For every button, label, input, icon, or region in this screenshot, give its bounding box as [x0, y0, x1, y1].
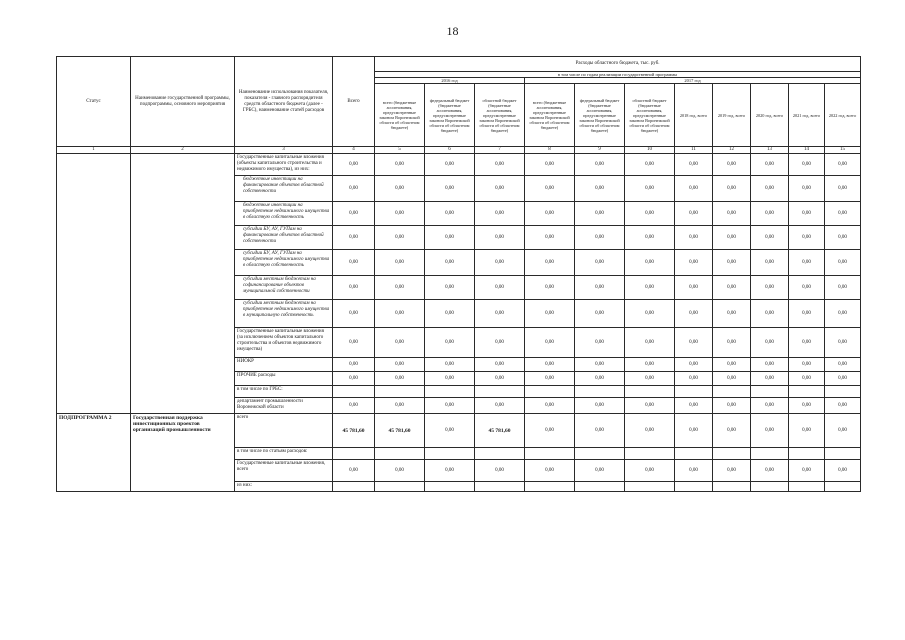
row-value: 0,00: [333, 176, 375, 202]
row-value: 0,00: [425, 154, 475, 176]
row-value: [825, 448, 861, 460]
row-value: [825, 386, 861, 398]
row-value: 0,00: [575, 276, 625, 300]
column-number: 4: [333, 147, 375, 154]
row-value: 0,00: [713, 414, 751, 448]
row-value: 0,00: [575, 398, 625, 414]
row-indicator: бюджетные инвестиции на финансирование объектов областной собственности: [235, 176, 333, 202]
row-indicator: департамент промышленности Воронежской области: [235, 398, 333, 414]
row-value: [625, 386, 675, 398]
row-value: 0,00: [333, 250, 375, 276]
row-value: [713, 386, 751, 398]
row-value: 0,00: [333, 154, 375, 176]
row-value: 0,00: [575, 226, 625, 250]
header-program-name: Наименование государственной программы, подпрограммы, основного мероприятия: [131, 57, 235, 147]
row-value: 0,00: [713, 202, 751, 226]
row-value: 0,00: [475, 176, 525, 202]
row-value: 0,00: [751, 226, 789, 250]
row-value: 0,00: [425, 398, 475, 414]
row-indicator: Государственные капитальные вложения (за исключением объектов капитального строительства и объектов недвижимого имущества): [235, 328, 333, 358]
row-value: 0,00: [333, 372, 375, 386]
row-value: 0,00: [825, 300, 861, 328]
row-value: 0,00: [625, 398, 675, 414]
row-value: 0,00: [333, 300, 375, 328]
row-value: 0,00: [751, 460, 789, 482]
row-value: [675, 448, 713, 460]
row-value: 0,00: [475, 328, 525, 358]
row-value: 0,00: [575, 176, 625, 202]
row-value: 0,00: [675, 154, 713, 176]
row-value: [375, 386, 425, 398]
row-value: [333, 448, 375, 460]
row-value: 0,00: [625, 300, 675, 328]
column-number: 12: [713, 147, 751, 154]
row-value: 0,00: [675, 398, 713, 414]
row-value: 0,00: [375, 300, 425, 328]
row-value: 0,00: [789, 300, 825, 328]
header-year-2016: 2016 год: [375, 78, 525, 84]
row-value: [333, 386, 375, 398]
row-value: 0,00: [525, 226, 575, 250]
row-value: 0,00: [375, 202, 425, 226]
row-value: [525, 482, 575, 492]
column-number: 9: [575, 147, 625, 154]
header-year-2017: 2017 год: [525, 78, 861, 84]
row-value: 0,00: [425, 460, 475, 482]
row-value: 0,00: [751, 358, 789, 372]
row-value: [751, 386, 789, 398]
row-value: 0,00: [475, 300, 525, 328]
row-value: 0,00: [425, 250, 475, 276]
row-value: 0,00: [751, 154, 789, 176]
row-value: 0,00: [375, 372, 425, 386]
row-value: 0,00: [825, 328, 861, 358]
row-value: 0,00: [425, 328, 475, 358]
row-value: 0,00: [575, 358, 625, 372]
row-value: 0,00: [825, 398, 861, 414]
row-value: 0,00: [475, 226, 525, 250]
row-value: 0,00: [333, 328, 375, 358]
row-value: 0,00: [751, 276, 789, 300]
row-value: 0,00: [789, 372, 825, 386]
row-value: 0,00: [375, 460, 425, 482]
row-value: 0,00: [675, 226, 713, 250]
row-value: 0,00: [425, 358, 475, 372]
row-value: [525, 386, 575, 398]
row-value: 0,00: [575, 250, 625, 276]
row-value: 45 781,60: [475, 414, 525, 448]
row-value: 0,00: [713, 226, 751, 250]
row-value: 0,00: [713, 358, 751, 372]
row-value: 0,00: [625, 414, 675, 448]
row-value: [789, 482, 825, 492]
row-value: 0,00: [751, 176, 789, 202]
row-value: 0,00: [333, 226, 375, 250]
row-value: 0,00: [675, 372, 713, 386]
row-value: 0,00: [825, 226, 861, 250]
row-indicator: субсидии местным бюджетам на приобретение недвижимого имущества в муниципальную собственность: [235, 300, 333, 328]
row-value: 0,00: [333, 276, 375, 300]
row-value: 0,00: [375, 226, 425, 250]
row-value: 0,00: [375, 250, 425, 276]
row-value: [575, 386, 625, 398]
row-value: 0,00: [713, 328, 751, 358]
page-number: 18: [446, 24, 459, 38]
row-value: [625, 482, 675, 492]
row-value: [825, 482, 861, 492]
row-value: 0,00: [525, 154, 575, 176]
row-value: 0,00: [789, 276, 825, 300]
row-value: [475, 448, 525, 460]
row-value: 0,00: [525, 276, 575, 300]
row-value: 0,00: [525, 414, 575, 448]
row-value: 0,00: [375, 154, 425, 176]
row-value: 0,00: [333, 202, 375, 226]
row-indicator: субсидии БУ, АУ, ГУПам на приобретение недвижимого имущества в областную собственность: [235, 250, 333, 276]
column-number: 15: [825, 147, 861, 154]
row-value: 0,00: [425, 202, 475, 226]
row-status: [57, 154, 131, 414]
row-value: 0,00: [375, 176, 425, 202]
row-value: [475, 386, 525, 398]
row-value: 0,00: [751, 414, 789, 448]
row-value: 0,00: [333, 460, 375, 482]
row-value: 0,00: [475, 372, 525, 386]
row-value: [713, 482, 751, 492]
row-value: 0,00: [425, 372, 475, 386]
row-value: 0,00: [625, 154, 675, 176]
row-value: 0,00: [525, 202, 575, 226]
row-value: [425, 448, 475, 460]
row-indicator: НИОКР: [235, 358, 333, 372]
row-value: 0,00: [333, 358, 375, 372]
row-indicator: Государственные капитальные вложения (объекты капитального строительства и недвижимого имущества), из них:: [235, 154, 333, 176]
row-value: 0,00: [789, 202, 825, 226]
header-2016-regional: областной бюджет (бюджетные ассигнования, предусмотренные законом Воронежской области об областном бюджете): [475, 84, 525, 147]
header-year-2019: 2019 год, всего: [713, 84, 751, 147]
row-value: [751, 448, 789, 460]
column-number: 2: [131, 147, 235, 154]
row-value: 0,00: [825, 460, 861, 482]
row-value: 45 781,60: [375, 414, 425, 448]
row-value: 0,00: [713, 460, 751, 482]
row-value: [675, 482, 713, 492]
header-2017-federal: федеральный бюджет (бюджетные ассигнования, предусмотренные законом Воронежской области об областном бюджете): [575, 84, 625, 147]
row-value: 0,00: [825, 358, 861, 372]
row-value: 0,00: [425, 276, 475, 300]
row-value: [713, 448, 751, 460]
row-value: 45 781,60: [333, 414, 375, 448]
row-value: 0,00: [525, 372, 575, 386]
row-indicator: всего: [235, 414, 333, 448]
column-number: 7: [475, 147, 525, 154]
row-indicator: Государственные капитальные вложения, всего: [235, 460, 333, 482]
row-value: 0,00: [475, 276, 525, 300]
row-value: 0,00: [751, 372, 789, 386]
header-indicator-name: Наименование использования показателя, показателя - главного распорядителя средств областного бюджета (далее - ГРБС), наименование статей расходов: [235, 57, 333, 147]
row-value: 0,00: [525, 176, 575, 202]
row-value: [475, 482, 525, 492]
row-value: 0,00: [525, 300, 575, 328]
row-value: 0,00: [751, 250, 789, 276]
row-value: 0,00: [713, 300, 751, 328]
column-number: 1: [57, 147, 131, 154]
row-value: 0,00: [525, 328, 575, 358]
row-value: 0,00: [825, 372, 861, 386]
row-value: 0,00: [789, 226, 825, 250]
row-value: 0,00: [375, 358, 425, 372]
row-value: 0,00: [625, 202, 675, 226]
row-value: 0,00: [675, 328, 713, 358]
row-value: [375, 482, 425, 492]
row-value: 0,00: [751, 300, 789, 328]
row-value: 0,00: [425, 226, 475, 250]
row-value: 0,00: [475, 202, 525, 226]
row-value: 0,00: [713, 372, 751, 386]
row-value: 0,00: [575, 328, 625, 358]
row-value: 0,00: [789, 460, 825, 482]
row-value: 0,00: [525, 250, 575, 276]
row-value: 0,00: [425, 176, 475, 202]
row-value: 0,00: [575, 460, 625, 482]
row-value: 0,00: [789, 176, 825, 202]
row-indicator: в том числе по статьям расходов:: [235, 448, 333, 460]
row-value: 0,00: [575, 414, 625, 448]
column-number-row: [57, 147, 861, 154]
row-status: ПОДПРОГРАММА 2: [57, 414, 131, 492]
row-indicator: бюджетные инвестиции на приобретение недвижимого имущества в областную собственность: [235, 202, 333, 226]
row-value: 0,00: [525, 398, 575, 414]
row-value: [425, 482, 475, 492]
table-body: [57, 154, 861, 492]
row-value: [575, 482, 625, 492]
row-value: 0,00: [475, 250, 525, 276]
row-value: 0,00: [525, 358, 575, 372]
row-value: 0,00: [789, 250, 825, 276]
row-value: 0,00: [751, 202, 789, 226]
header-year-2022: 2022 год, всего: [825, 84, 861, 147]
row-value: 0,00: [575, 154, 625, 176]
row-value: 0,00: [675, 202, 713, 226]
column-number: 5: [375, 147, 425, 154]
row-value: 0,00: [375, 276, 425, 300]
row-value: [751, 482, 789, 492]
row-value: 0,00: [575, 202, 625, 226]
header-by-years: в том числе по годам реализации государственной программы: [375, 72, 861, 78]
row-value: 0,00: [425, 414, 475, 448]
row-value: [333, 482, 375, 492]
column-number: 8: [525, 147, 575, 154]
row-value: 0,00: [825, 202, 861, 226]
row-indicator: субсидии БУ, АУ, ГУПам на финансирование объектов областной собственности: [235, 226, 333, 250]
row-value: [575, 448, 625, 460]
row-value: 0,00: [675, 250, 713, 276]
header-year-2021: 2021 год, всего: [789, 84, 825, 147]
row-value: 0,00: [475, 460, 525, 482]
row-value: 0,00: [825, 276, 861, 300]
budget-table-sheet: [56, 56, 860, 492]
row-value: 0,00: [475, 398, 525, 414]
row-value: 0,00: [825, 250, 861, 276]
row-value: 0,00: [713, 250, 751, 276]
row-indicator: ПРОЧИЕ расходы: [235, 372, 333, 386]
header-2016-total: всего (бюджетные ассигнования, предусмотренные законом Воронежской области об областном бюджете): [375, 84, 425, 147]
row-value: 0,00: [675, 176, 713, 202]
row-value: [789, 386, 825, 398]
row-indicator: из них:: [235, 482, 333, 492]
row-value: 0,00: [375, 328, 425, 358]
row-value: 0,00: [625, 372, 675, 386]
row-value: 0,00: [333, 398, 375, 414]
header-total: Всего: [333, 57, 375, 147]
column-number: 10: [625, 147, 675, 154]
row-value: 0,00: [475, 154, 525, 176]
table-row: [57, 154, 861, 176]
column-number: 13: [751, 147, 789, 154]
row-value: 0,00: [625, 328, 675, 358]
column-number: 11: [675, 147, 713, 154]
row-value: [425, 386, 475, 398]
row-value: 0,00: [575, 372, 625, 386]
header-2017-regional: областной бюджет (бюджетные ассигнования, предусмотренные законом Воронежской области об областном бюджете): [625, 84, 675, 147]
row-value: 0,00: [675, 358, 713, 372]
column-number: 6: [425, 147, 475, 154]
row-value: 0,00: [675, 276, 713, 300]
row-value: 0,00: [675, 414, 713, 448]
row-value: 0,00: [825, 154, 861, 176]
row-value: 0,00: [625, 276, 675, 300]
row-value: 0,00: [575, 300, 625, 328]
row-value: 0,00: [375, 398, 425, 414]
header-2017-total: всего (бюджетные ассигнования, предусмотренные законом Воронежской области об областном бюджете): [525, 84, 575, 147]
column-number: 3: [235, 147, 333, 154]
table-row: [57, 414, 861, 448]
row-program-name: Государственная поддержка инвестиционных проектов организаций промышленности: [131, 414, 235, 492]
row-value: 0,00: [625, 358, 675, 372]
column-number: 14: [789, 147, 825, 154]
row-indicator: в том числе по ГРБС:: [235, 386, 333, 398]
header-status: Статус: [57, 57, 131, 147]
row-value: [375, 448, 425, 460]
row-value: 0,00: [625, 176, 675, 202]
row-value: 0,00: [625, 460, 675, 482]
row-value: 0,00: [525, 460, 575, 482]
row-value: [625, 448, 675, 460]
row-value: 0,00: [751, 328, 789, 358]
row-value: 0,00: [425, 300, 475, 328]
row-value: 0,00: [475, 358, 525, 372]
row-value: 0,00: [789, 154, 825, 176]
header-expenses: Расходы областного бюджета, тыс. руб.: [375, 57, 861, 72]
row-value: 0,00: [789, 398, 825, 414]
header-year-2018: 2018 год, всего: [675, 84, 713, 147]
row-value: 0,00: [713, 276, 751, 300]
row-value: 0,00: [713, 176, 751, 202]
row-value: 0,00: [713, 398, 751, 414]
row-value: [675, 386, 713, 398]
row-value: [525, 448, 575, 460]
row-value: 0,00: [675, 460, 713, 482]
row-value: 0,00: [825, 414, 861, 448]
budget-table: [56, 56, 861, 492]
row-value: 0,00: [789, 358, 825, 372]
row-value: [789, 448, 825, 460]
row-value: 0,00: [625, 226, 675, 250]
row-value: 0,00: [825, 176, 861, 202]
row-value: 0,00: [713, 154, 751, 176]
header-year-2020: 2020 год, всего: [751, 84, 789, 147]
row-value: 0,00: [789, 414, 825, 448]
row-value: 0,00: [625, 250, 675, 276]
row-indicator: субсидии местным бюджетам на софинансирование объектов муниципальной собственности: [235, 276, 333, 300]
row-value: 0,00: [789, 328, 825, 358]
row-value: 0,00: [751, 398, 789, 414]
header-2016-federal: федеральный бюджет (бюджетные ассигнования, предусмотренные законом Воронежской области об областном бюджете): [425, 84, 475, 147]
row-value: 0,00: [675, 300, 713, 328]
row-program-name: [131, 154, 235, 414]
